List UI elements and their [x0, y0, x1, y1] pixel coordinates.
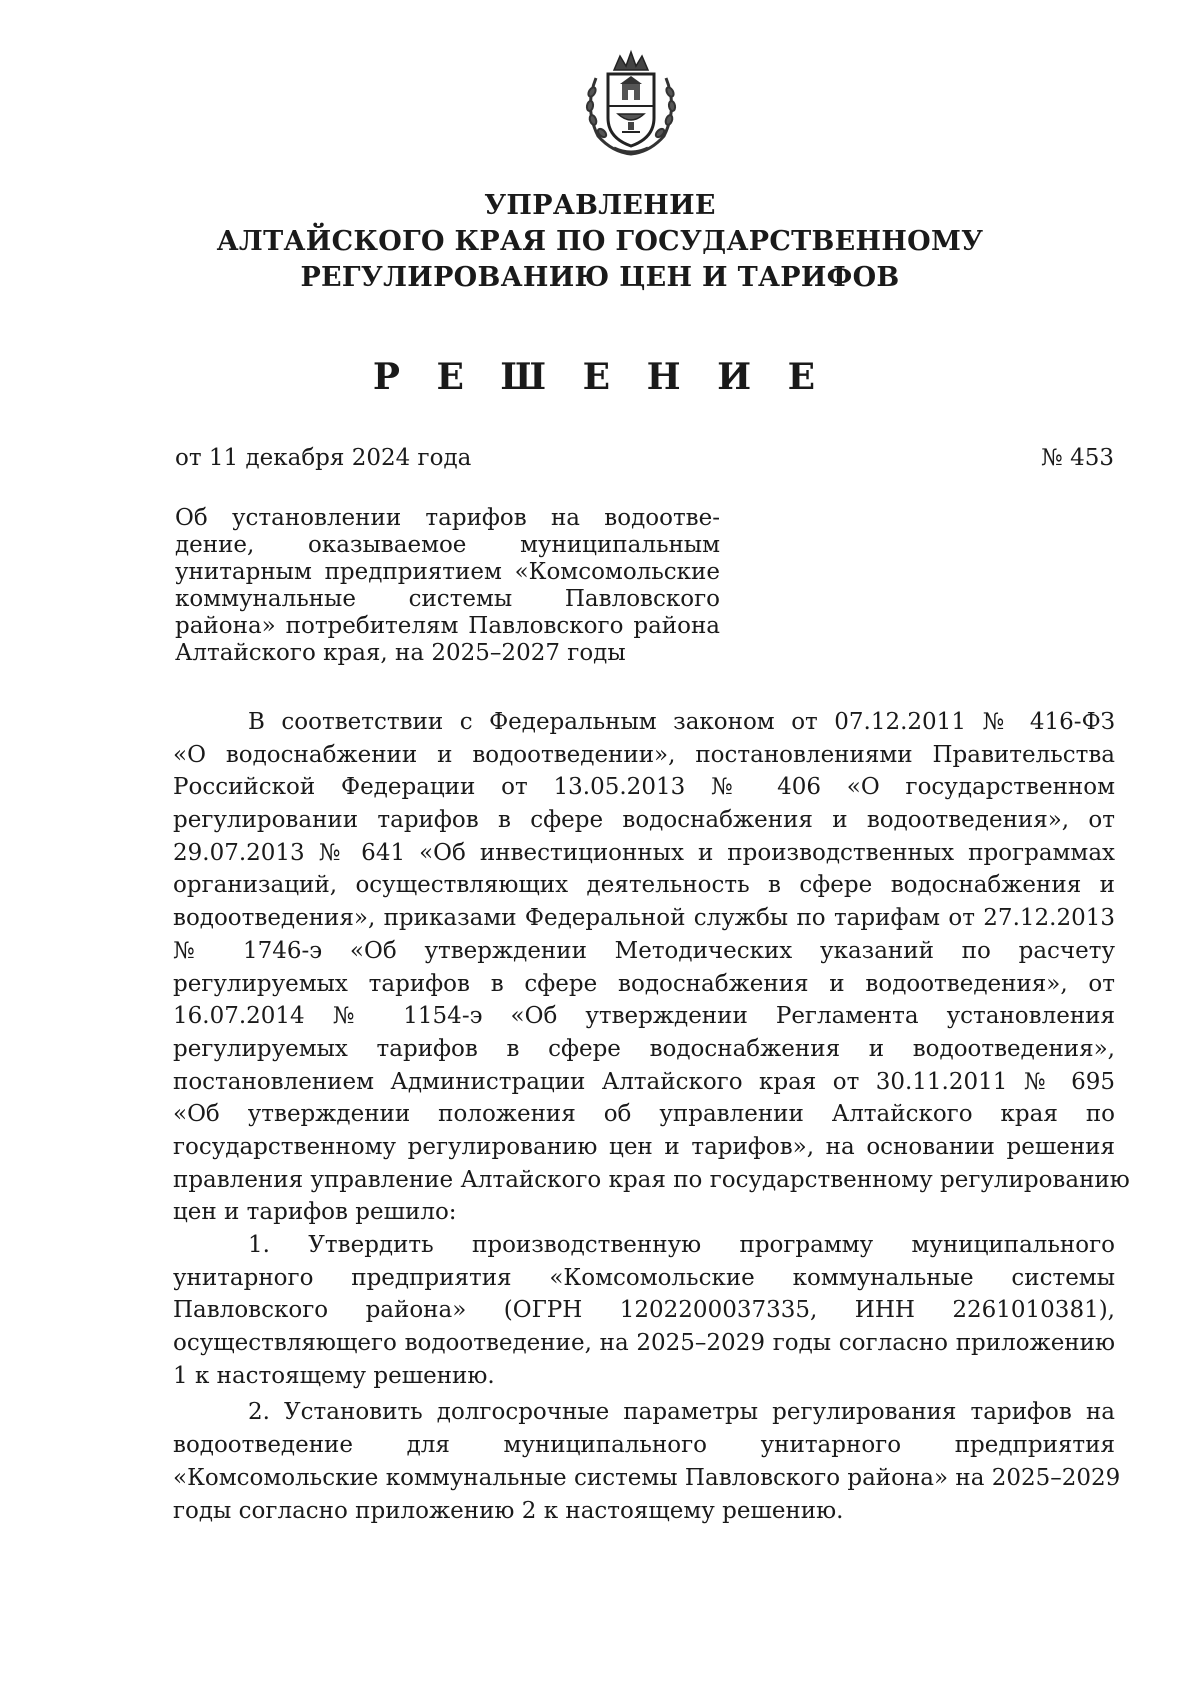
- header-line: АЛТАЙСКОГО КРАЯ ПО ГОСУДАРСТВЕННОМУ: [216, 226, 984, 257]
- body-line: водоотведение для муниципального унитарного предприятия: [173, 1432, 1115, 1459]
- document-date: от 11 декабря 2024 года: [175, 445, 472, 471]
- header-line: РЕГУЛИРОВАНИЮ ЦЕН И ТАРИФОВ: [300, 262, 900, 293]
- body-line: В соответствии с Федеральным законом от 07.12.2011 № 416-ФЗ: [248, 709, 1115, 735]
- body-line: 1 к настоящему решению.: [173, 1362, 495, 1389]
- body-line: осуществляющего водоотведение, на 2025–2029 годы согласно приложению: [173, 1330, 1115, 1357]
- body-line: годы согласно приложению 2 к настоящему решению.: [173, 1497, 844, 1524]
- body-line: 1. Утвердить производственную программу муниципального: [248, 1232, 1115, 1258]
- subject-line: дение, оказываемое муниципальным: [175, 532, 720, 558]
- document-number: № 453: [1041, 445, 1114, 471]
- body-line: правления управление Алтайского края по государственному регулированию: [173, 1166, 1130, 1193]
- body-line: постановлением Администрации Алтайского края от 30.11.2011 № 695: [173, 1068, 1115, 1095]
- body-line: регулируемых тарифов в сфере водоснабжения и водоотведения»,: [173, 1035, 1115, 1062]
- coat-of-arms-icon: [578, 48, 684, 158]
- item-2-paragraph: [173, 1396, 1121, 1527]
- body-line: государственному регулированию цен и тарифов», на основании решения: [173, 1133, 1115, 1160]
- body-line: унитарного предприятия «Комсомольские коммунальные системы: [173, 1264, 1115, 1291]
- preamble-paragraph: [173, 706, 1130, 1229]
- document-body: [173, 706, 1130, 1527]
- body-line: «Комсомольские коммунальные системы Павловского района» на 2025–2029: [173, 1464, 1121, 1491]
- body-line: № 1746-э «Об утверждении Методических указаний по расчету: [173, 937, 1115, 964]
- subject-line: района» потребителям Павловского района: [175, 613, 720, 639]
- issuing-authority-header: [0, 188, 1200, 296]
- body-line: Российской Федерации от 13.05.2013 № 406 «О государственном: [173, 774, 1115, 801]
- body-line: 2. Установить долгосрочные параметры регулирования тарифов на: [248, 1399, 1115, 1426]
- document-subject: [175, 505, 720, 667]
- body-line: регулируемых тарифов в сфере водоснабжения и водоотведения», от: [173, 970, 1115, 997]
- body-line: Павловского района» (ОГРН 1202200037335, ИНН 2261010381),: [173, 1297, 1115, 1324]
- subject-line: Алтайского края, на 2025–2027 годы: [175, 640, 626, 666]
- subject-line: Об установлении тарифов на водоотве-: [175, 505, 720, 531]
- body-line: водоотведения», приказами Федеральной службы по тарифам от 27.12.2013: [173, 905, 1115, 932]
- body-line: цен и тарифов решило:: [173, 1199, 457, 1226]
- item-1-paragraph: [173, 1229, 1115, 1392]
- header-line: УПРАВЛЕНИЕ: [484, 190, 716, 221]
- subject-line: унитарным предприятием «Комсомольские: [175, 559, 720, 585]
- body-line: организаций, осуществляющих деятельность в сфере водоснабжения и: [173, 872, 1115, 899]
- body-line: 16.07.2014 № 1154-э «Об утверждении Регламента установления: [173, 1003, 1115, 1030]
- subject-line: коммунальные системы Павловского: [175, 586, 720, 612]
- body-line: регулировании тарифов в сфере водоснабжения и водоотведения», от: [173, 807, 1115, 834]
- document-type-title: Р Е Ш Е Н И Е: [372, 356, 828, 398]
- body-line: «О водоснабжении и водоотведении», постановлениями Правительства: [173, 741, 1115, 768]
- body-line: 29.07.2013 № 641 «Об инвестиционных и производственных программах: [173, 839, 1115, 866]
- body-line: «Об утверждении положения об управлении Алтайского края по: [173, 1101, 1115, 1128]
